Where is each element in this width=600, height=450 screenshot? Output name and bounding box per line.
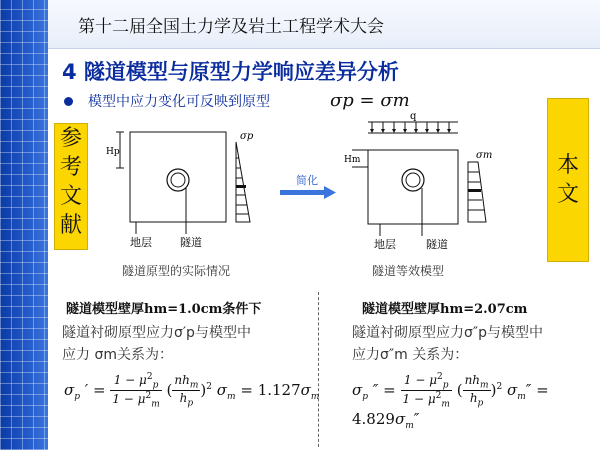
formula-right: $\sigma_p$ ″ = $\frac{1 - \mu^2_p}{1 - \mu^2_m}$ ( $\frac{nh_m}{h_p}$ )$^2$ $\sigma_m'' = 4.829\sigma_m''$	[352, 372, 549, 431]
this-paper-box	[547, 98, 589, 262]
model-tunnel-inner	[406, 173, 420, 187]
condition-left: 隧道模型壁厚hm=1.0cm条件下	[66, 302, 262, 317]
sigma-m-label: σm	[476, 150, 493, 161]
description-right	[352, 322, 543, 366]
prototype-caption: 隧道原型的实际情况	[122, 264, 231, 278]
reference-box	[54, 123, 88, 250]
hm-label: Hm	[344, 155, 361, 165]
this-paper-char: 本	[556, 153, 579, 178]
prototype-tunnel-inner	[171, 173, 185, 187]
formula-left: $\sigma_p$ ′ = $\frac{1 - \mu^2_p}{1 - \mu^2_m}$ ( $\frac{nh_m}{h_p}$ )$^2$ $\sigma_m = 1.127\sigma_m$	[64, 372, 320, 410]
reference-char: 献	[59, 213, 82, 238]
description-left-line2: 应力 σm关系为：	[62, 347, 173, 363]
left-decorative-stripes	[0, 0, 48, 450]
reference-char: 参	[59, 126, 82, 151]
slide-title: 4 隧道模型与原型力学响应差异分析	[62, 60, 399, 84]
condition-right: 隧道模型壁厚hm=2.07cm	[362, 302, 528, 317]
bullet-icon	[64, 97, 73, 106]
ground-label: 地层	[374, 238, 396, 251]
model-caption: 隧道等效模型	[372, 264, 445, 278]
description-left	[62, 322, 251, 366]
tunnel-diagram	[100, 110, 510, 280]
load-q-label: q	[410, 111, 417, 122]
formula-right-result: 4.829	[352, 409, 395, 428]
hp-label: Hp	[106, 147, 120, 157]
conference-title: 第十二届全国土力学及岩土工程学术大会	[78, 17, 384, 37]
simplify-label: 简化	[296, 174, 318, 187]
formula-left-result: 1.127	[257, 380, 301, 399]
tunnel-label: 隧道	[180, 236, 202, 249]
prototype-stress-triangle	[236, 142, 250, 222]
sigma-p-label: σp	[240, 131, 254, 142]
slide-header	[48, 0, 600, 49]
ground-label: 地层	[130, 236, 152, 249]
this-paper-char: 文	[556, 182, 579, 207]
description-right-line1: 隧道衬砌原型应力σ″p与模型中	[352, 325, 543, 341]
section-divider	[318, 292, 319, 447]
simplify-arrow	[280, 173, 336, 199]
reference-char: 文	[59, 184, 82, 209]
prototype-model	[106, 131, 254, 249]
equivalent-model	[344, 111, 492, 251]
reference-char: 考	[59, 155, 82, 180]
slide-subtitle: 模型中应力变化可反映到原型	[88, 94, 270, 110]
description-left-line1: 隧道衬砌原型应力σ′p与模型中	[62, 325, 251, 341]
tunnel-label: 隧道	[426, 238, 448, 251]
top-equation: σp = σm	[330, 90, 410, 111]
description-right-line2: 应力σ″m 关系为：	[352, 347, 469, 363]
